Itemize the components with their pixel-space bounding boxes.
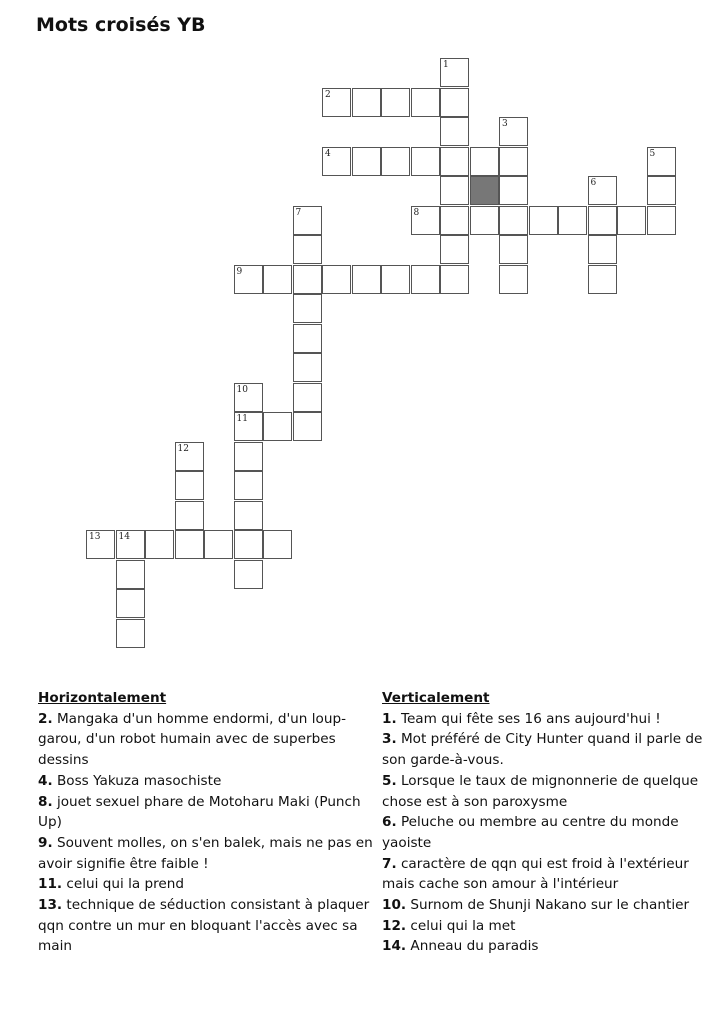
clue-number: 1 xyxy=(443,60,449,70)
grid-cell[interactable] xyxy=(440,265,469,294)
clue-item-text: Peluche ou membre au centre du monde yaoiste xyxy=(382,814,679,851)
grid-cell[interactable] xyxy=(322,147,351,176)
clue-item-number: 10. xyxy=(382,897,407,914)
grid-cell[interactable] xyxy=(411,265,440,294)
clue-item xyxy=(382,729,717,770)
grid-cell[interactable] xyxy=(440,147,469,176)
across-clue-list xyxy=(38,709,378,957)
clue-item xyxy=(38,833,378,874)
grid-cell[interactable] xyxy=(175,501,204,530)
grid-cell[interactable] xyxy=(499,176,528,205)
grid-cell[interactable] xyxy=(322,88,351,117)
grid-cell[interactable] xyxy=(647,206,676,235)
clue-number: 13 xyxy=(89,532,101,542)
grid-cell[interactable] xyxy=(263,530,292,559)
grid-cell[interactable] xyxy=(293,265,322,294)
clue-item xyxy=(382,854,717,895)
grid-cell[interactable] xyxy=(352,88,381,117)
grid-cell[interactable] xyxy=(411,147,440,176)
clue-item xyxy=(38,792,378,833)
clue-item-text: Team qui fête ses 16 ans aujourd'hui ! xyxy=(396,710,661,727)
grid-cell[interactable] xyxy=(263,265,292,294)
grid-cell[interactable] xyxy=(647,147,676,176)
grid-cell[interactable] xyxy=(175,471,204,500)
across-heading: Horizontalement xyxy=(38,690,167,706)
grid-cell[interactable] xyxy=(175,442,204,471)
grid-cell[interactable] xyxy=(116,560,145,589)
grid-cell[interactable] xyxy=(234,530,263,559)
down-clue-list xyxy=(382,709,717,957)
clue-item-text: Mangaka d'un homme endormi, d'un loup-garou, d'un robot humain avec de superbes dessins xyxy=(38,710,346,769)
grid-cell[interactable] xyxy=(499,265,528,294)
down-heading: Verticalement xyxy=(382,690,490,706)
grid-cell[interactable] xyxy=(322,265,351,294)
grid-cell[interactable] xyxy=(352,265,381,294)
grid-cell[interactable] xyxy=(234,442,263,471)
grid-cell[interactable] xyxy=(352,147,381,176)
grid-cell[interactable] xyxy=(529,206,558,235)
grid-cell[interactable] xyxy=(204,530,233,559)
grid-cell[interactable] xyxy=(263,412,292,441)
grid-cell[interactable] xyxy=(499,206,528,235)
clue-item xyxy=(382,916,717,937)
clue-item-number: 9. xyxy=(38,834,53,851)
grid-cell[interactable] xyxy=(116,530,145,559)
clue-item xyxy=(38,709,378,771)
clue-number: 5 xyxy=(649,148,656,159)
clue-number: 4 xyxy=(325,148,331,159)
page-title: Mots croisés YB xyxy=(36,14,206,36)
clue-number: 8 xyxy=(413,207,420,218)
clue-item-text: celui qui la prend xyxy=(62,876,185,893)
clue-item-number: 12. xyxy=(382,917,407,934)
grid-cell[interactable] xyxy=(617,206,646,235)
clue-item xyxy=(382,895,717,916)
clue-number: 7 xyxy=(295,207,302,218)
clue-number: 12 xyxy=(177,443,189,454)
clue-item-text: Lorsque le taux de mignonnerie de quelque chose est à son paroxysme xyxy=(382,772,699,810)
grid-cell[interactable] xyxy=(440,206,469,235)
clue-number: 10 xyxy=(236,384,248,395)
grid-cell[interactable] xyxy=(440,117,469,146)
grid-cell[interactable] xyxy=(440,88,469,117)
grid-cell[interactable] xyxy=(234,412,263,441)
clue-item xyxy=(382,709,717,730)
grid-cell[interactable] xyxy=(411,88,440,117)
clue-item-number: 4. xyxy=(38,772,53,789)
clue-number: 6 xyxy=(590,178,597,188)
grid-cell[interactable] xyxy=(234,471,263,500)
clue-item-number: 8. xyxy=(38,793,53,810)
grid-cell[interactable] xyxy=(499,147,528,176)
clue-item-number: 6. xyxy=(382,814,397,831)
grid-cell[interactable] xyxy=(293,383,322,412)
clue-item-text: Boss Yakuza masochiste xyxy=(52,772,222,789)
grid-cell-black xyxy=(470,176,499,205)
clue-item-number: 1. xyxy=(382,710,397,727)
grid-cell[interactable] xyxy=(588,206,617,235)
clue-item xyxy=(382,936,717,957)
grid-cell[interactable] xyxy=(293,235,322,264)
grid-cell[interactable] xyxy=(499,117,528,146)
clue-item-number: 11. xyxy=(38,876,63,893)
grid-cell[interactable] xyxy=(647,176,676,205)
grid-cell[interactable] xyxy=(411,206,440,235)
grid-cell[interactable] xyxy=(116,619,145,648)
grid-cell[interactable] xyxy=(86,530,115,559)
grid-cell[interactable] xyxy=(588,235,617,264)
grid-cell[interactable] xyxy=(234,501,263,530)
clue-item xyxy=(38,771,378,792)
grid-cell[interactable] xyxy=(440,58,469,87)
grid-cell[interactable] xyxy=(381,147,410,176)
down-clues xyxy=(382,688,717,957)
clue-item xyxy=(38,895,378,957)
grid-cell[interactable] xyxy=(499,235,528,264)
grid-cell[interactable] xyxy=(234,560,263,589)
clue-number: 3 xyxy=(502,119,508,129)
grid-cell[interactable] xyxy=(116,589,145,618)
grid-cell[interactable] xyxy=(558,206,587,235)
grid-cell[interactable] xyxy=(381,88,410,117)
grid-cell[interactable] xyxy=(588,176,617,205)
clue-item xyxy=(382,812,717,853)
clue-item xyxy=(382,771,717,812)
grid-cell[interactable] xyxy=(145,530,174,559)
clue-item-text: Souvent molles, on s'en balek, mais ne pas en avoir signifie être faible ! xyxy=(38,834,373,872)
clue-item-text: technique de séduction consistant à plaquer qqn contre un mur en bloquant l'accès avec sa main xyxy=(38,897,370,955)
clue-item-number: 7. xyxy=(382,855,397,872)
clue-item-number: 14. xyxy=(382,938,407,955)
grid-cell[interactable] xyxy=(588,265,617,294)
clue-item-text: caractère de qqn qui est froid à l'extérieur mais cache son amour à l'intérieur xyxy=(382,855,689,893)
clue-item-number: 2. xyxy=(38,710,53,727)
clue-number: 14 xyxy=(118,532,130,542)
grid-cell[interactable] xyxy=(293,294,322,323)
clue-item-number: 5. xyxy=(382,772,397,789)
clue-item-text: Mot préféré de City Hunter quand il parle de son garde-à-vous. xyxy=(382,731,703,769)
clue-item-text: celui qui la met xyxy=(406,917,516,934)
grid-cell[interactable] xyxy=(293,353,322,382)
clue-number: 11 xyxy=(236,414,248,424)
across-clues xyxy=(38,688,378,957)
grid-cell[interactable] xyxy=(440,235,469,264)
clue-item-number: 13. xyxy=(38,897,63,914)
grid-cell[interactable] xyxy=(470,147,499,176)
grid-cell[interactable] xyxy=(175,530,204,559)
grid-cell[interactable] xyxy=(234,265,263,294)
clue-number: 9 xyxy=(236,266,243,277)
grid-cell[interactable] xyxy=(293,206,322,235)
clue-item xyxy=(38,874,378,895)
grid-cell[interactable] xyxy=(470,206,499,235)
clue-item-text: jouet sexuel phare de Motoharu Maki (Punch Up) xyxy=(38,793,361,831)
clue-number: 2 xyxy=(325,89,331,100)
grid-cell[interactable] xyxy=(381,265,410,294)
grid-cell[interactable] xyxy=(293,324,322,353)
clue-item-number: 3. xyxy=(382,731,397,748)
clue-item-text: Surnom de Shunji Nakano sur le chantier xyxy=(406,897,690,914)
grid-cell[interactable] xyxy=(440,176,469,205)
clue-item-text: Anneau du paradis xyxy=(406,938,539,955)
grid-cell[interactable] xyxy=(234,383,263,412)
grid-cell[interactable] xyxy=(293,412,322,441)
